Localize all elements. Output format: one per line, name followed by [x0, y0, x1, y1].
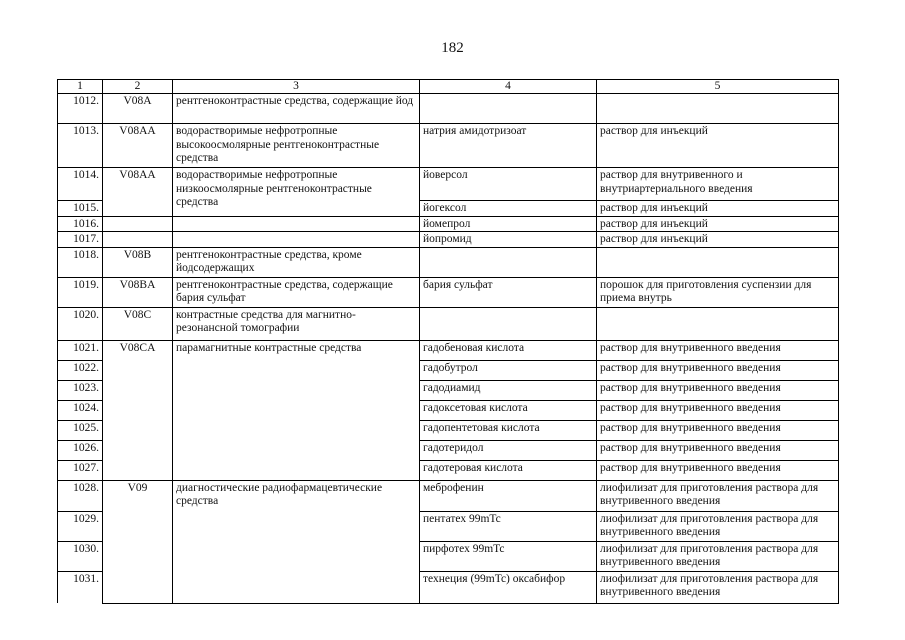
atc-code: V08BA	[103, 277, 173, 307]
dosage-form: раствор для внутривенного введения	[597, 460, 839, 480]
table-row	[58, 168, 839, 201]
drug-name	[420, 307, 597, 340]
drug-name: йоверсол	[420, 168, 597, 201]
atc-code: V08B	[103, 247, 173, 277]
atc-code: V08AA	[103, 124, 173, 168]
row-number: 1018.	[58, 247, 103, 277]
row-number: 1012.	[58, 94, 103, 124]
table-row	[58, 277, 839, 307]
atc-code: V09	[103, 480, 173, 603]
group-name: контрастные средства для магнитно-резонансной томографии	[173, 307, 420, 340]
table-row	[58, 94, 839, 124]
row-number: 1020.	[58, 307, 103, 340]
group-name: рентгеноконтрастные средства, содержащие бария сульфат	[173, 277, 420, 307]
row-number: 1028.	[58, 480, 103, 511]
atc-code	[103, 216, 173, 232]
table-row	[58, 340, 839, 360]
table-row	[58, 247, 839, 277]
dosage-form	[597, 307, 839, 340]
row-number: 1031.	[58, 571, 103, 603]
dosage-form: раствор для инъекций	[597, 216, 839, 232]
dosage-form: лиофилизат для приготовления раствора для внутривенного введения	[597, 571, 839, 603]
drug-name: гадопентетовая кислота	[420, 420, 597, 440]
drug-name: йопромид	[420, 232, 597, 248]
drug-name: пирфотех 99mTc	[420, 541, 597, 571]
dosage-form: раствор для внутривенного введения	[597, 360, 839, 380]
drug-name: технеция (99mTc) оксабифор	[420, 571, 597, 603]
dosage-form: порошок для приготовления суспензии для приема внутрь	[597, 277, 839, 307]
table-row	[58, 216, 839, 232]
dosage-form: лиофилизат для приготовления раствора для внутривенного введения	[597, 511, 839, 541]
table-row	[58, 480, 839, 511]
header-cell: 1	[58, 80, 103, 94]
row-number: 1025.	[58, 420, 103, 440]
row-number: 1027.	[58, 460, 103, 480]
row-number: 1029.	[58, 511, 103, 541]
drug-name: гадобутрол	[420, 360, 597, 380]
dosage-form: раствор для внутривенного введения	[597, 380, 839, 400]
atc-code: V08CA	[103, 340, 173, 480]
dosage-form: раствор для инъекций	[597, 201, 839, 217]
drug-table	[57, 79, 839, 604]
row-number: 1016.	[58, 216, 103, 232]
header-cell: 5	[597, 80, 839, 94]
drug-name: бария сульфат	[420, 277, 597, 307]
group-name: диагностические радиофармацевтические средства	[173, 480, 420, 603]
drug-name: гадобеновая кислота	[420, 340, 597, 360]
drug-name: гадотеридол	[420, 440, 597, 460]
dosage-form: раствор для инъекций	[597, 232, 839, 248]
drug-name: йогексол	[420, 201, 597, 217]
group-name: водорастворимые нефротропные высокоосмолярные рентгеноконтрастные средства	[173, 124, 420, 168]
row-number: 1022.	[58, 360, 103, 380]
drug-name: натрия амидотризоат	[420, 124, 597, 168]
table-header-row	[58, 80, 839, 94]
group-name: парамагнитные контрастные средства	[173, 340, 420, 480]
dosage-form	[597, 94, 839, 124]
header-cell: 4	[420, 80, 597, 94]
atc-code: V08A	[103, 94, 173, 124]
dosage-form: раствор для внутривенного введения	[597, 400, 839, 420]
page-number: 182	[441, 40, 464, 56]
dosage-form: раствор для внутривенного введения	[597, 420, 839, 440]
drug-name: йомепрол	[420, 216, 597, 232]
group-name: рентгеноконтрастные средства, кроме йодсодержащих	[173, 247, 420, 277]
dosage-form	[597, 247, 839, 277]
row-number: 1021.	[58, 340, 103, 360]
group-name	[173, 232, 420, 248]
header-cell: 3	[173, 80, 420, 94]
atc-code: V08AA	[103, 168, 173, 217]
row-number: 1023.	[58, 380, 103, 400]
row-number: 1015.	[58, 201, 103, 217]
row-number: 1030.	[58, 541, 103, 571]
drug-name: гадоксетовая кислота	[420, 400, 597, 420]
atc-code	[103, 232, 173, 248]
drug-name: гадотеровая кислота	[420, 460, 597, 480]
group-name: рентгеноконтрастные средства, содержащие йод	[173, 94, 420, 124]
dosage-form: раствор для внутривенного и внутриартериального введения	[597, 168, 839, 201]
drug-name: меброфенин	[420, 480, 597, 511]
row-number: 1013.	[58, 124, 103, 168]
table-row	[58, 232, 839, 248]
dosage-form: раствор для внутривенного введения	[597, 340, 839, 360]
row-number: 1017.	[58, 232, 103, 248]
row-number: 1014.	[58, 168, 103, 201]
group-name: водорастворимые нефротропные низкоосмолярные рентгеноконтрастные средства	[173, 168, 420, 217]
drug-name	[420, 94, 597, 124]
row-number: 1026.	[58, 440, 103, 460]
header-cell: 2	[103, 80, 173, 94]
row-number: 1019.	[58, 277, 103, 307]
group-name	[173, 216, 420, 232]
drug-name	[420, 247, 597, 277]
table-row	[58, 307, 839, 340]
dosage-form: лиофилизат для приготовления раствора для внутривенного введения	[597, 541, 839, 571]
table-row	[58, 124, 839, 168]
drug-name: пентатех 99mTc	[420, 511, 597, 541]
dosage-form: раствор для внутривенного введения	[597, 440, 839, 460]
dosage-form: раствор для инъекций	[597, 124, 839, 168]
atc-code: V08C	[103, 307, 173, 340]
drug-name: гадодиамид	[420, 380, 597, 400]
row-number: 1024.	[58, 400, 103, 420]
dosage-form: лиофилизат для приготовления раствора для внутривенного введения	[597, 480, 839, 511]
